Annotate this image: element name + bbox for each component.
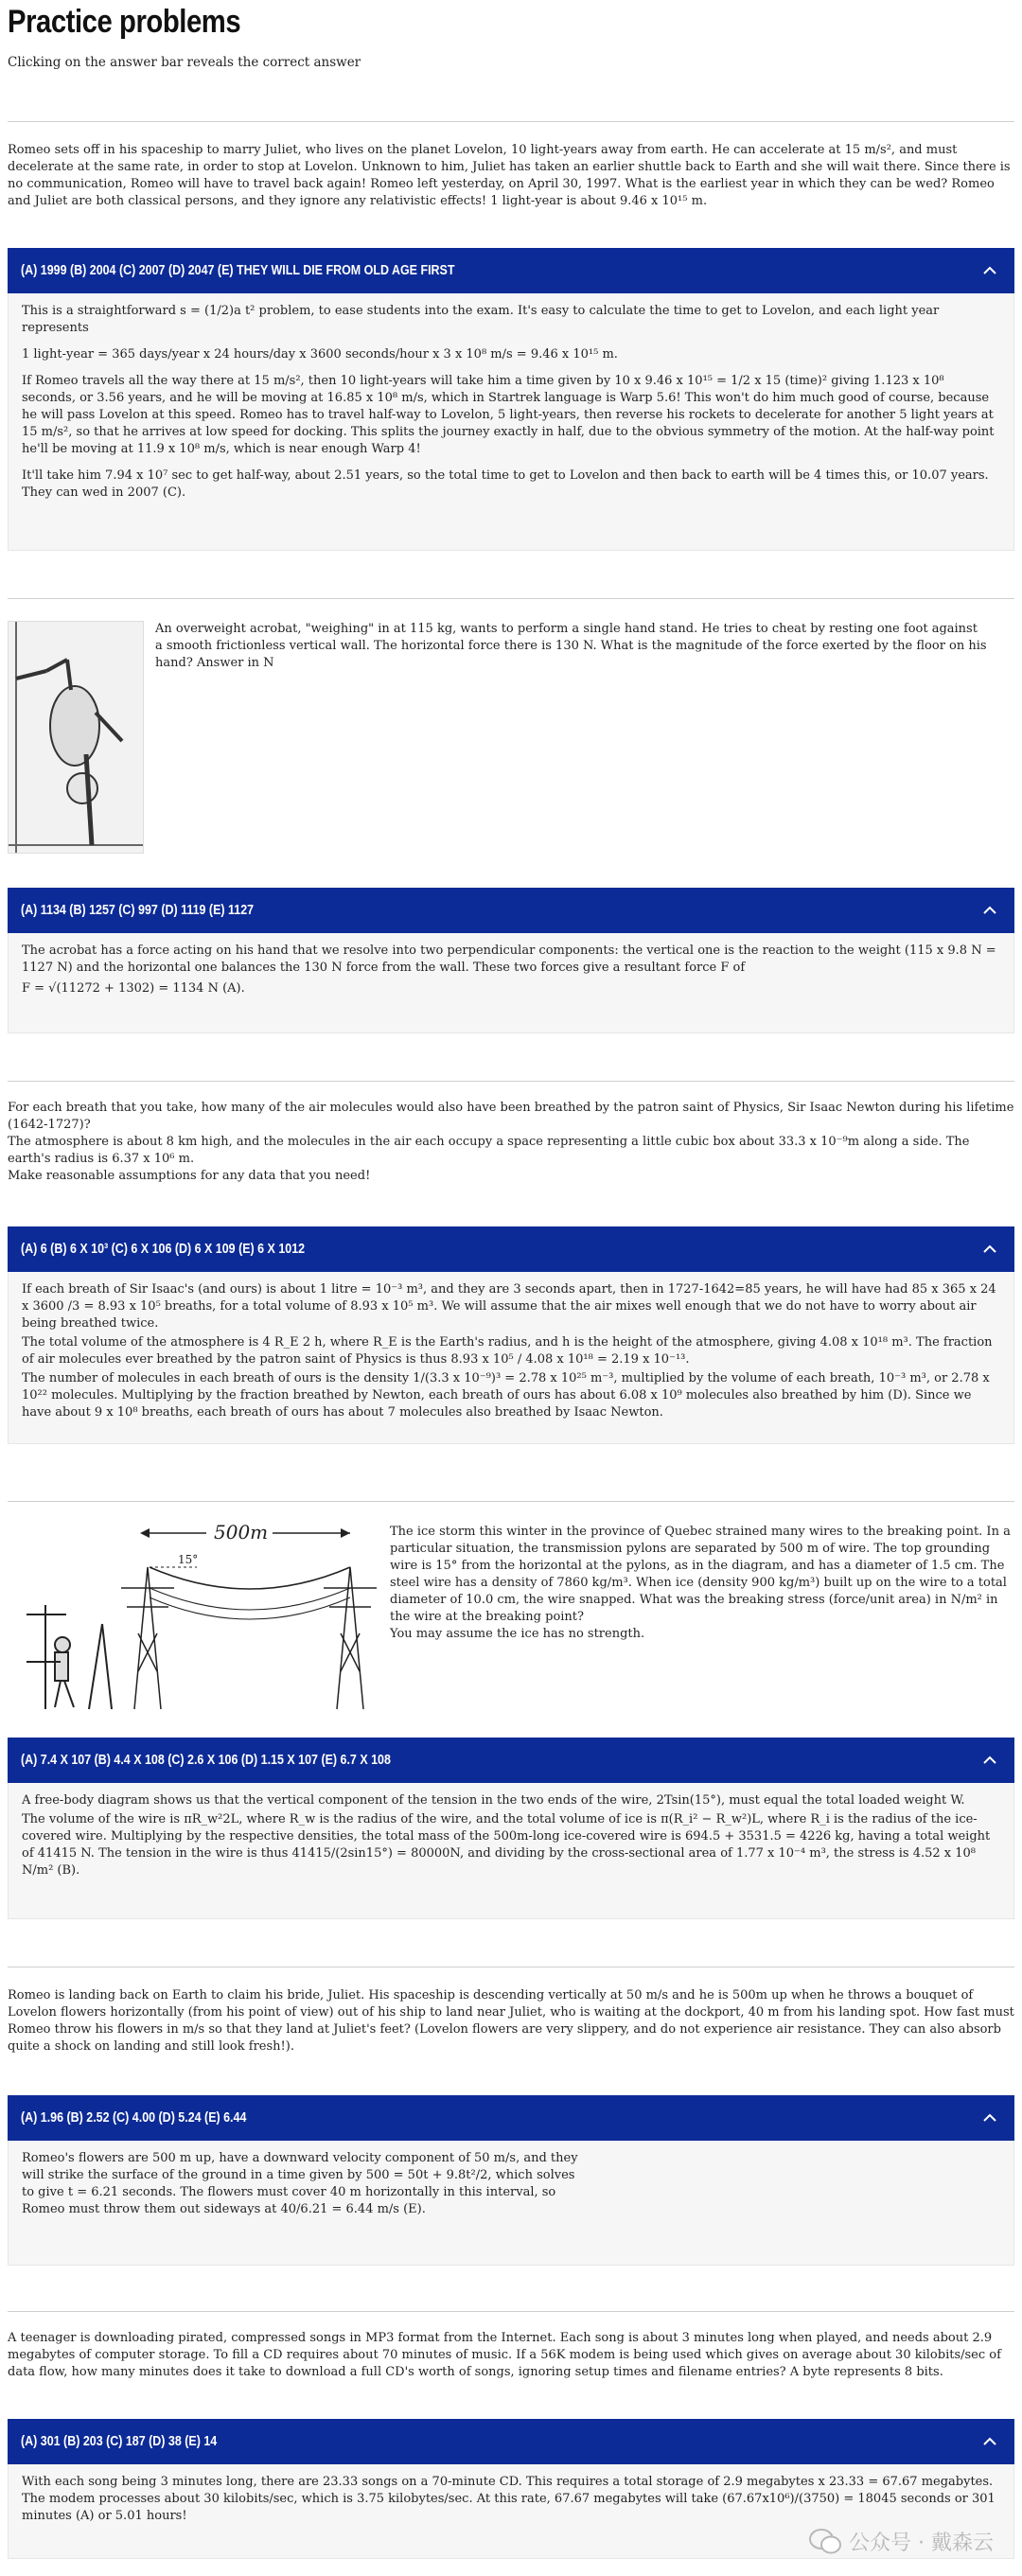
answer-text: 1 light-year = 365 days/year x 24 hours/day x 3600 seconds/hour x 3 x 10⁸ m/s = 9.46 x 10¹⁵ m. [22, 347, 618, 362]
answer-options-2: (A) 1134 (B) 1257 (C) 997 (D) 1119 (E) 1127 [21, 903, 255, 918]
answer-panel-1 [8, 293, 1014, 551]
answer-bar-3[interactable] [8, 1226, 1014, 1272]
acrobat-handstand-illustration [9, 622, 143, 853]
answer-text: If each breath of Sir Isaac's (and ours) is about 1 litre = 10⁻³ m³, and they are 3 seconds apart, then in 1727-1642=85 years, he will have had 85 x 365 x 24 x 3600 /3 = 8.93 x 10⁵ breaths, for a total volume of 8.93 x 10⁵ m³. We will assume that the air mixes well enough that we do not have to worry about air being breathed twice. [22, 1282, 996, 1331]
question-2: An overweight acrobat, "weighing" in at 115 kg, wants to perform a single hand stand. He tries to cheat by resting one foot against a smooth frictionless vertical wall. The horizontal force there is 130 N. What is the magnitude of the force exerted by the floor on his hand? Answer in N [155, 622, 987, 670]
watermark-text: 公众号 · 戴森云 [849, 2532, 994, 2555]
question-text: The ice storm this winter in the province of Quebec strained many wires to the breaking point. In a particular situation, the transmission pylons are separated by 500 m of wire. The top grounding wire is 15° from the horizontal at the pylons, as in the diagram, and has a diameter of 1.5 cm. The steel wire has a density of 7860 kg/m³. When ice (density 900 kg/m³) built up on the wire to a total diameter of 10.0 cm, the wire snapped. What was the breaking stress (force/unit area) in N/m² in the wire at the breaking point? [390, 1525, 1011, 1624]
answer-text: It'll take him 7.94 x 10⁷ sec to get half-way, about 2.51 years, so the total time to get to Lovelon and then back to earth will be 4 times this, or 10.07 years. They can wed in 2007 (C). [22, 468, 989, 500]
answer-bar-4[interactable] [8, 1738, 1014, 1783]
answer-panel-2 [8, 933, 1014, 1033]
answer-options-1: (A) 1999 (B) 2004 (C) 2007 (D) 2047 (E) THEY WILL DIE FROM OLD AGE FIRST [21, 263, 455, 278]
answer-options-6: (A) 301 (B) 203 (C) 187 (D) 38 (E) 14 [21, 2434, 218, 2449]
question-text: Make reasonable assumptions for any data that you need! [8, 1169, 371, 1183]
chevron-up-icon [982, 2110, 997, 2126]
question-5: Romeo is landing back on Earth to claim his bride, Juliet. His spaceship is descending vertically at 50 m/s and he is 500m up when he throws a bouquet of Lovelon flowers horizontally (from his point of view) out of his ship to land near Juliet, who is waiting at the dockport, 40 m from his landing spot. How fast must Romeo throw his flowers in m/s so that they land at Juliet's feet? (Lovelon flowers are very slippery, and do not experience air resistance. They can also absorb quite a shock on landing and still look fresh!). [8, 1988, 1014, 2054]
answer-text: This is a straightforward s = (1/2)a t² problem, to ease students into the exam. It's easy to calculate the time to get to Lovelon, and each light year represents [22, 304, 940, 335]
answer-text: With each song being 3 minutes long, there are 23.33 songs on a 70-minute CD. This requires a total storage of 2.9 megabytes x 23.33 = 67.67 megabytes. The modem processes about 30 kilobits/sec, which is 3.75 kilobytes/sec. At this rate, 67.67 megabytes will take (67.67x10⁶)/(3750) = 18045 seconds or 301 minutes (A) or 5.01 hours! [22, 2475, 996, 2523]
divider [8, 2311, 1014, 2312]
answer-options-3: (A) 6 (B) 6 X 10³ (C) 6 X 106 (D) 6 X 109 (E) 6 X 1012 [21, 1242, 306, 1257]
answer-text: The number of molecules in each breath of ours is the density 1/(3.3 x 10⁻⁹)³ = 2.78 x 10²⁵ m⁻³, multiplied by the volume of each breath, 10⁻³ m³, or 2.78 x 10²² molecules. Multiplying by the fraction breathed by Newton, each breath of ours has about 6.08 x 10⁹ molecules also breathed by him (D). Since we have about 9 x 10⁸ breaths, each breath of ours has about 7 molecules also breathed by Isaac Newton. [22, 1371, 990, 1420]
chevron-up-icon [982, 2434, 997, 2449]
answer-panel-5 [8, 2141, 1014, 2266]
question-3 [8, 1100, 1014, 1185]
transmission-pylon-diagram [8, 1520, 379, 1715]
answer-text: F = √(11272 + 1302) = 1134 N (A). [22, 981, 245, 996]
divider [8, 121, 1014, 122]
wechat-icon [809, 2529, 841, 2555]
answer-text: If Romeo travels all the way there at 15 m/s², then 10 light-years will take him a time given by 10 x 9.46 x 10¹⁵ = 1/2 x 15 (time)² giving 1.123 x 10⁸ seconds, or 3.56 years, and he will be moving at 16.85 x 10⁸ m/s, which in Startrek language is Warp 5.6! This won't do him much good of course, because he will pass Lovelon at this speed. Romeo has to travel half-way to Lovelon, 5 light-years, then reverse his rockets to decelerate for another 5 light years at 15 m/s², so that he arrives at low speed for docking. This splits the journey exactly in half, due to the obvious symmetry of the motion. At the half-way point he'll be moving at 11.9 x 10⁸ m/s, which is near enough Warp 4! [22, 374, 995, 456]
answer-text: Romeo's flowers are 500 m up, have a downward velocity component of 50 m/s, and they will strike the surface of the ground in a time given by 500 = 50t + 9.8t²/2, which solves to give t = 6.21 seconds. The flowers must cover 40 m horizontally in this interval, so Romeo must throw them out sideways at 40/6.21 = 6.44 m/s (E). [22, 2151, 578, 2216]
answer-panel-4 [8, 1783, 1014, 1919]
answer-text: The total volume of the atmosphere is 4 R_E 2 h, where R_E is the Earth's radius, and h is the height of the atmosphere, giving 4.08 x 10¹⁸ m³. The fraction of air molecules ever breathed by the patron saint of Physics is thus 8.93 x 10⁵ / 4.08 x 10¹⁸ = 2.19 x 10⁻¹³. [22, 1335, 993, 1367]
answer-bar-6[interactable] [8, 2419, 1014, 2464]
answer-bar-1[interactable] [8, 248, 1014, 293]
span-label: 500m [214, 1521, 269, 1544]
answer-options-4: (A) 7.4 X 107 (B) 4.4 X 108 (C) 2.6 X 106 (D) 1.15 X 107 (E) 6.7 X 108 [21, 1753, 391, 1768]
answer-text: A free-body diagram shows us that the vertical component of the tension in the two ends of the wire, 2Tsin(15°), must equal the total loaded weight W. [22, 1793, 965, 1808]
question-text: For each breath that you take, how many of the air molecules would also have been breathed by the patron saint of Physics, Sir Isaac Newton during his lifetime (1642-1727)? [8, 1101, 1014, 1132]
answer-bar-5[interactable] [8, 2095, 1014, 2141]
angle-label: 15° [178, 1553, 199, 1566]
watermark [809, 2527, 994, 2556]
acrobat-figure [8, 621, 144, 854]
divider [8, 1501, 1014, 1502]
question-text: You may assume the ice has no strength. [390, 1627, 645, 1641]
answer-text: The acrobat has a force acting on his hand that we resolve into two perpendicular components: the vertical one is the reaction to the weight (115 x 9.8 N = 1127 N) and the horizontal one balances the 130 N force from the wall. These two forces give a resultant force F of [22, 944, 996, 975]
page-subtitle: Clicking on the answer bar reveals the correct answer [8, 55, 361, 70]
answer-options-5: (A) 1.96 (B) 2.52 (C) 4.00 (D) 5.24 (E) 6.44 [21, 2110, 247, 2126]
page-title: Practice problems [8, 4, 241, 40]
pylon-figure [8, 1520, 379, 1715]
question-6: A teenager is downloading pirated, compressed songs in MP3 format from the Internet. Each song is about 3 minutes long when played, and needs about 2.9 megabytes of computer storage. To fill a CD requires about 70 minutes of music. If a 56K modem is being used which gives on average about 30 kilobits/sec of data flow, how many minutes does it take to download a full CD's worth of songs, ignoring setup times and filename entries? A byte represents 8 bits. [8, 2331, 1001, 2379]
question-4 [390, 1524, 1014, 1643]
answer-text: The volume of the wire is πR_w²2L, where R_w is the radius of the wire, and the total volume of ice is π(R_i² − R_w²)L, where R_i is the radius of the ice-covered wire. Multiplying by the respective densities, the total mass of the 500m-long ice-covered wire is 694.5 + 3531.5 = 4226 kg, having a total weight of 41415 N. The tension in the wire is thus 41415/(2sin15°) = 80000N, and dividing by the cross-sectional area of 1.77 x 10⁻⁴ m³, the stress is 4.52 x 10⁸ N/m² (B). [22, 1812, 991, 1878]
divider [8, 598, 1014, 599]
answer-bar-2[interactable] [8, 888, 1014, 933]
question-text: The atmosphere is about 8 km high, and the molecules in the air each occupy a space representing a little cubic box about 33.3 x 10⁻⁹m along a side. The earth's radius is 6.37 x 10⁶ m. [8, 1135, 970, 1166]
chevron-up-icon [982, 1242, 997, 1257]
question-1: Romeo sets off in his spaceship to marry Juliet, who lives on the planet Lovelon, 10 light-years away from earth. He can accelerate at 15 m/s², and must decelerate at the same rate, in order to stop at Lovelon. Unknown to him, Juliet has taken an earlier shuttle back to Earth and she will wait there. Since there is no communication, Romeo will have to travel back again! Romeo left yesterday, on April 30, 1997. What is the earliest year in which they can be wed? Romeo and Juliet are both classical persons, and they ignore any relativistic effects! 1 light-year is about 9.46 x 10¹⁵ m. [8, 143, 1011, 208]
chevron-up-icon [982, 1753, 997, 1768]
answer-panel-3 [8, 1272, 1014, 1444]
divider [8, 1081, 1014, 1082]
chevron-up-icon [982, 903, 997, 918]
chevron-up-icon [982, 263, 997, 278]
